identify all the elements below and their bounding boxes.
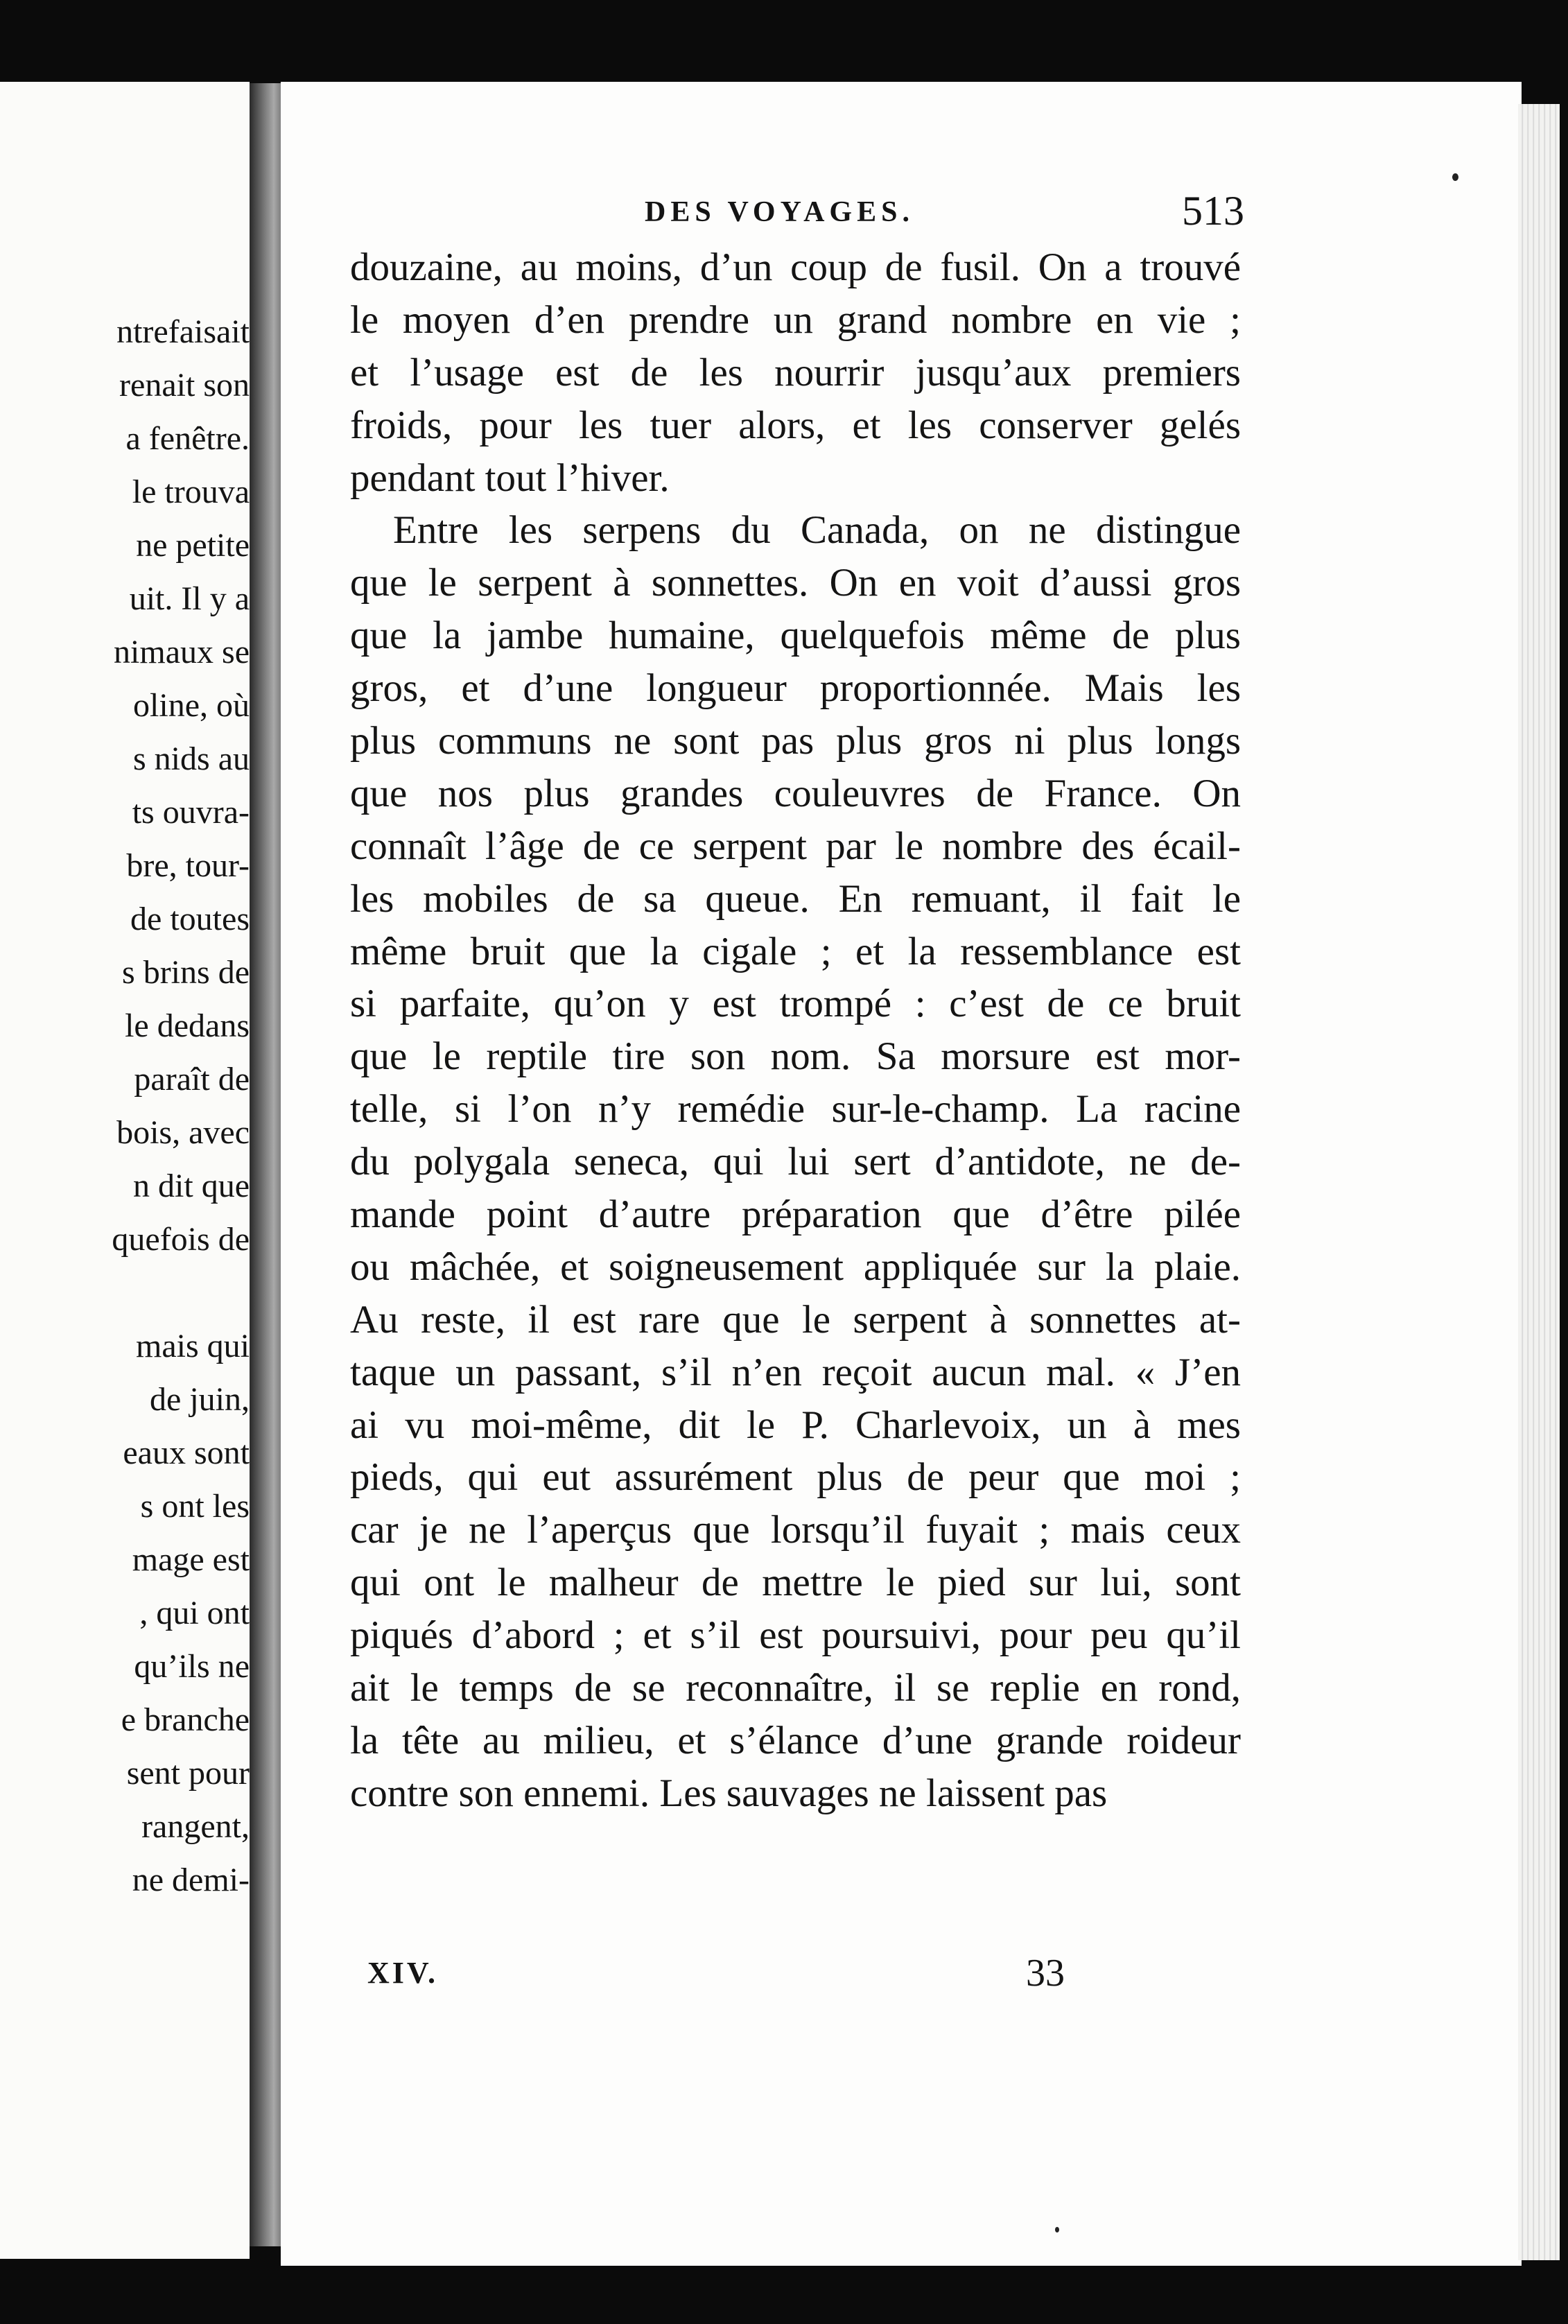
text-line: la tête au milieu, et s’élance d’une grande roideur: [350, 1718, 1241, 1762]
text-line: du polygala seneca, qui lui sert d’antidote, ne de-: [350, 1140, 1241, 1184]
text-line: et l’usage est de les nourrir jusqu’aux premiers: [350, 350, 1241, 394]
text-line: même bruit que la cigale ; et la ressemblance est: [350, 929, 1241, 973]
left-text-line: ne demi-: [132, 1862, 250, 1898]
left-text-line: mage est: [132, 1541, 250, 1578]
left-page-text: [0, 305, 250, 1907]
left-text-line: de toutes: [130, 901, 250, 937]
text-line: taque un passant, s’il n’en reçoit aucun mal. « J’en: [350, 1350, 1241, 1394]
text-line: que nos plus grandes couleuvres de France. On: [350, 771, 1241, 815]
text-line: piqués d’abord ; et s’il est poursuivi, pour peu qu’il: [350, 1613, 1241, 1658]
text-line: pieds, qui eut assurément plus de peur que moi ;: [350, 1455, 1241, 1500]
left-text-line: s nids au: [133, 740, 250, 777]
left-text-line: eaux sont: [123, 1434, 250, 1471]
text-line: que la jambe humaine, quelquefois même de plus: [350, 614, 1241, 658]
text-line: ou mâchée, et soigneusement appliquée sur la plaie.: [350, 1245, 1241, 1289]
text-line: connaît l’âge de ce serpent par le nombre des écail-: [350, 824, 1241, 868]
running-title: DES VOYAGES.: [645, 196, 914, 228]
left-text-line: e branche: [121, 1701, 250, 1738]
text-line: pendant tout l’hiver.: [350, 456, 670, 500]
text-line: mande point d’autre préparation que d’être pilée: [350, 1193, 1241, 1237]
ink-speck: [1055, 2227, 1059, 2232]
ink-speck: [1452, 173, 1458, 181]
text-line: telle, si l’on n’y remédie sur-le-champ. La racine: [350, 1087, 1241, 1131]
body-text: [350, 241, 1241, 1820]
text-line: ai vu moi-même, dit le P. Charlevoix, un à mes: [350, 1403, 1241, 1447]
text-line: que le serpent à sonnettes. On en voit d’aussi gros: [350, 561, 1241, 605]
left-text-line: oline, où: [133, 687, 250, 724]
text-line: si parfaite, qu’on y est trompé : c’est de ce bruit: [350, 982, 1241, 1026]
left-text-line: a fenêtre.: [125, 420, 250, 457]
book-gutter: [250, 83, 284, 2246]
left-text-line: s ont les: [140, 1488, 250, 1525]
signature-mark: XIV.: [367, 1956, 439, 1990]
left-text-line: quefois de: [112, 1221, 250, 1258]
left-text-line: rangent,: [141, 1808, 250, 1845]
left-text-line: bre, tour-: [126, 847, 250, 884]
text-line: ait le temps de se reconnaître, il se replie en rond,: [350, 1666, 1241, 1710]
text-line: gros, et d’une longueur proportionnée. Mais les: [350, 666, 1241, 711]
text-line: le moyen d’en prendre un grand nombre en vie ;: [350, 297, 1241, 342]
text-line: douzaine, au moins, d’un coup de fusil. On a trouvé: [350, 245, 1241, 289]
left-text-line: ts ouvra-: [132, 794, 250, 831]
page-edges: [1518, 104, 1560, 2260]
left-text-line: n dit que: [133, 1168, 250, 1204]
page-number: 513: [1182, 188, 1244, 234]
text-line: Au reste, il est rare que le serpent à sonnettes at-: [350, 1297, 1241, 1342]
left-text-line: renait son: [119, 367, 250, 404]
left-page: [0, 82, 250, 2259]
text-line: car je ne l’aperçus que lorsqu’il fuyait ; mais ceux: [350, 1508, 1241, 1552]
signature-number: 33: [1026, 1952, 1065, 1995]
left-text-line: , qui ont: [139, 1595, 250, 1631]
left-text-line: le dedans: [125, 1007, 250, 1044]
left-text-line: s brins de: [122, 954, 250, 991]
page-footer: [367, 1952, 1095, 2004]
left-text-line: de juin,: [150, 1381, 250, 1418]
left-text-line: mais qui: [136, 1328, 250, 1364]
left-text-line: qu’ils ne: [134, 1648, 250, 1685]
left-text-line: uit. Il y a: [129, 580, 250, 617]
left-text-line: bois, avec: [116, 1114, 250, 1151]
text-line: plus communs ne sont pas plus gros ni plus longs: [350, 719, 1241, 763]
text-line: froids, pour les tuer alors, et les conserver gelés: [350, 403, 1241, 447]
left-text-line: [0, 1266, 250, 1319]
text-line: que le reptile tire son nom. Sa morsure est mor-: [350, 1034, 1241, 1079]
text-line: qui ont le malheur de mettre le pied sur lui, sont: [350, 1561, 1241, 1605]
text-line: Entre les serpens du Canada, on ne distingue: [393, 508, 1241, 553]
text-line: les mobiles de sa queue. En remuant, il fait le: [350, 876, 1241, 921]
left-text-line: ne petite: [136, 527, 250, 564]
text-line: contre son ennemi. Les sauvages ne laissent pas: [350, 1771, 1108, 1815]
left-text-line: le trouva: [132, 474, 250, 510]
left-text-line: paraît de: [134, 1061, 250, 1098]
left-text-line: sent pour: [126, 1755, 250, 1792]
left-text-line: ntrefaisait: [116, 313, 250, 350]
left-text-line: nimaux se: [114, 634, 250, 670]
